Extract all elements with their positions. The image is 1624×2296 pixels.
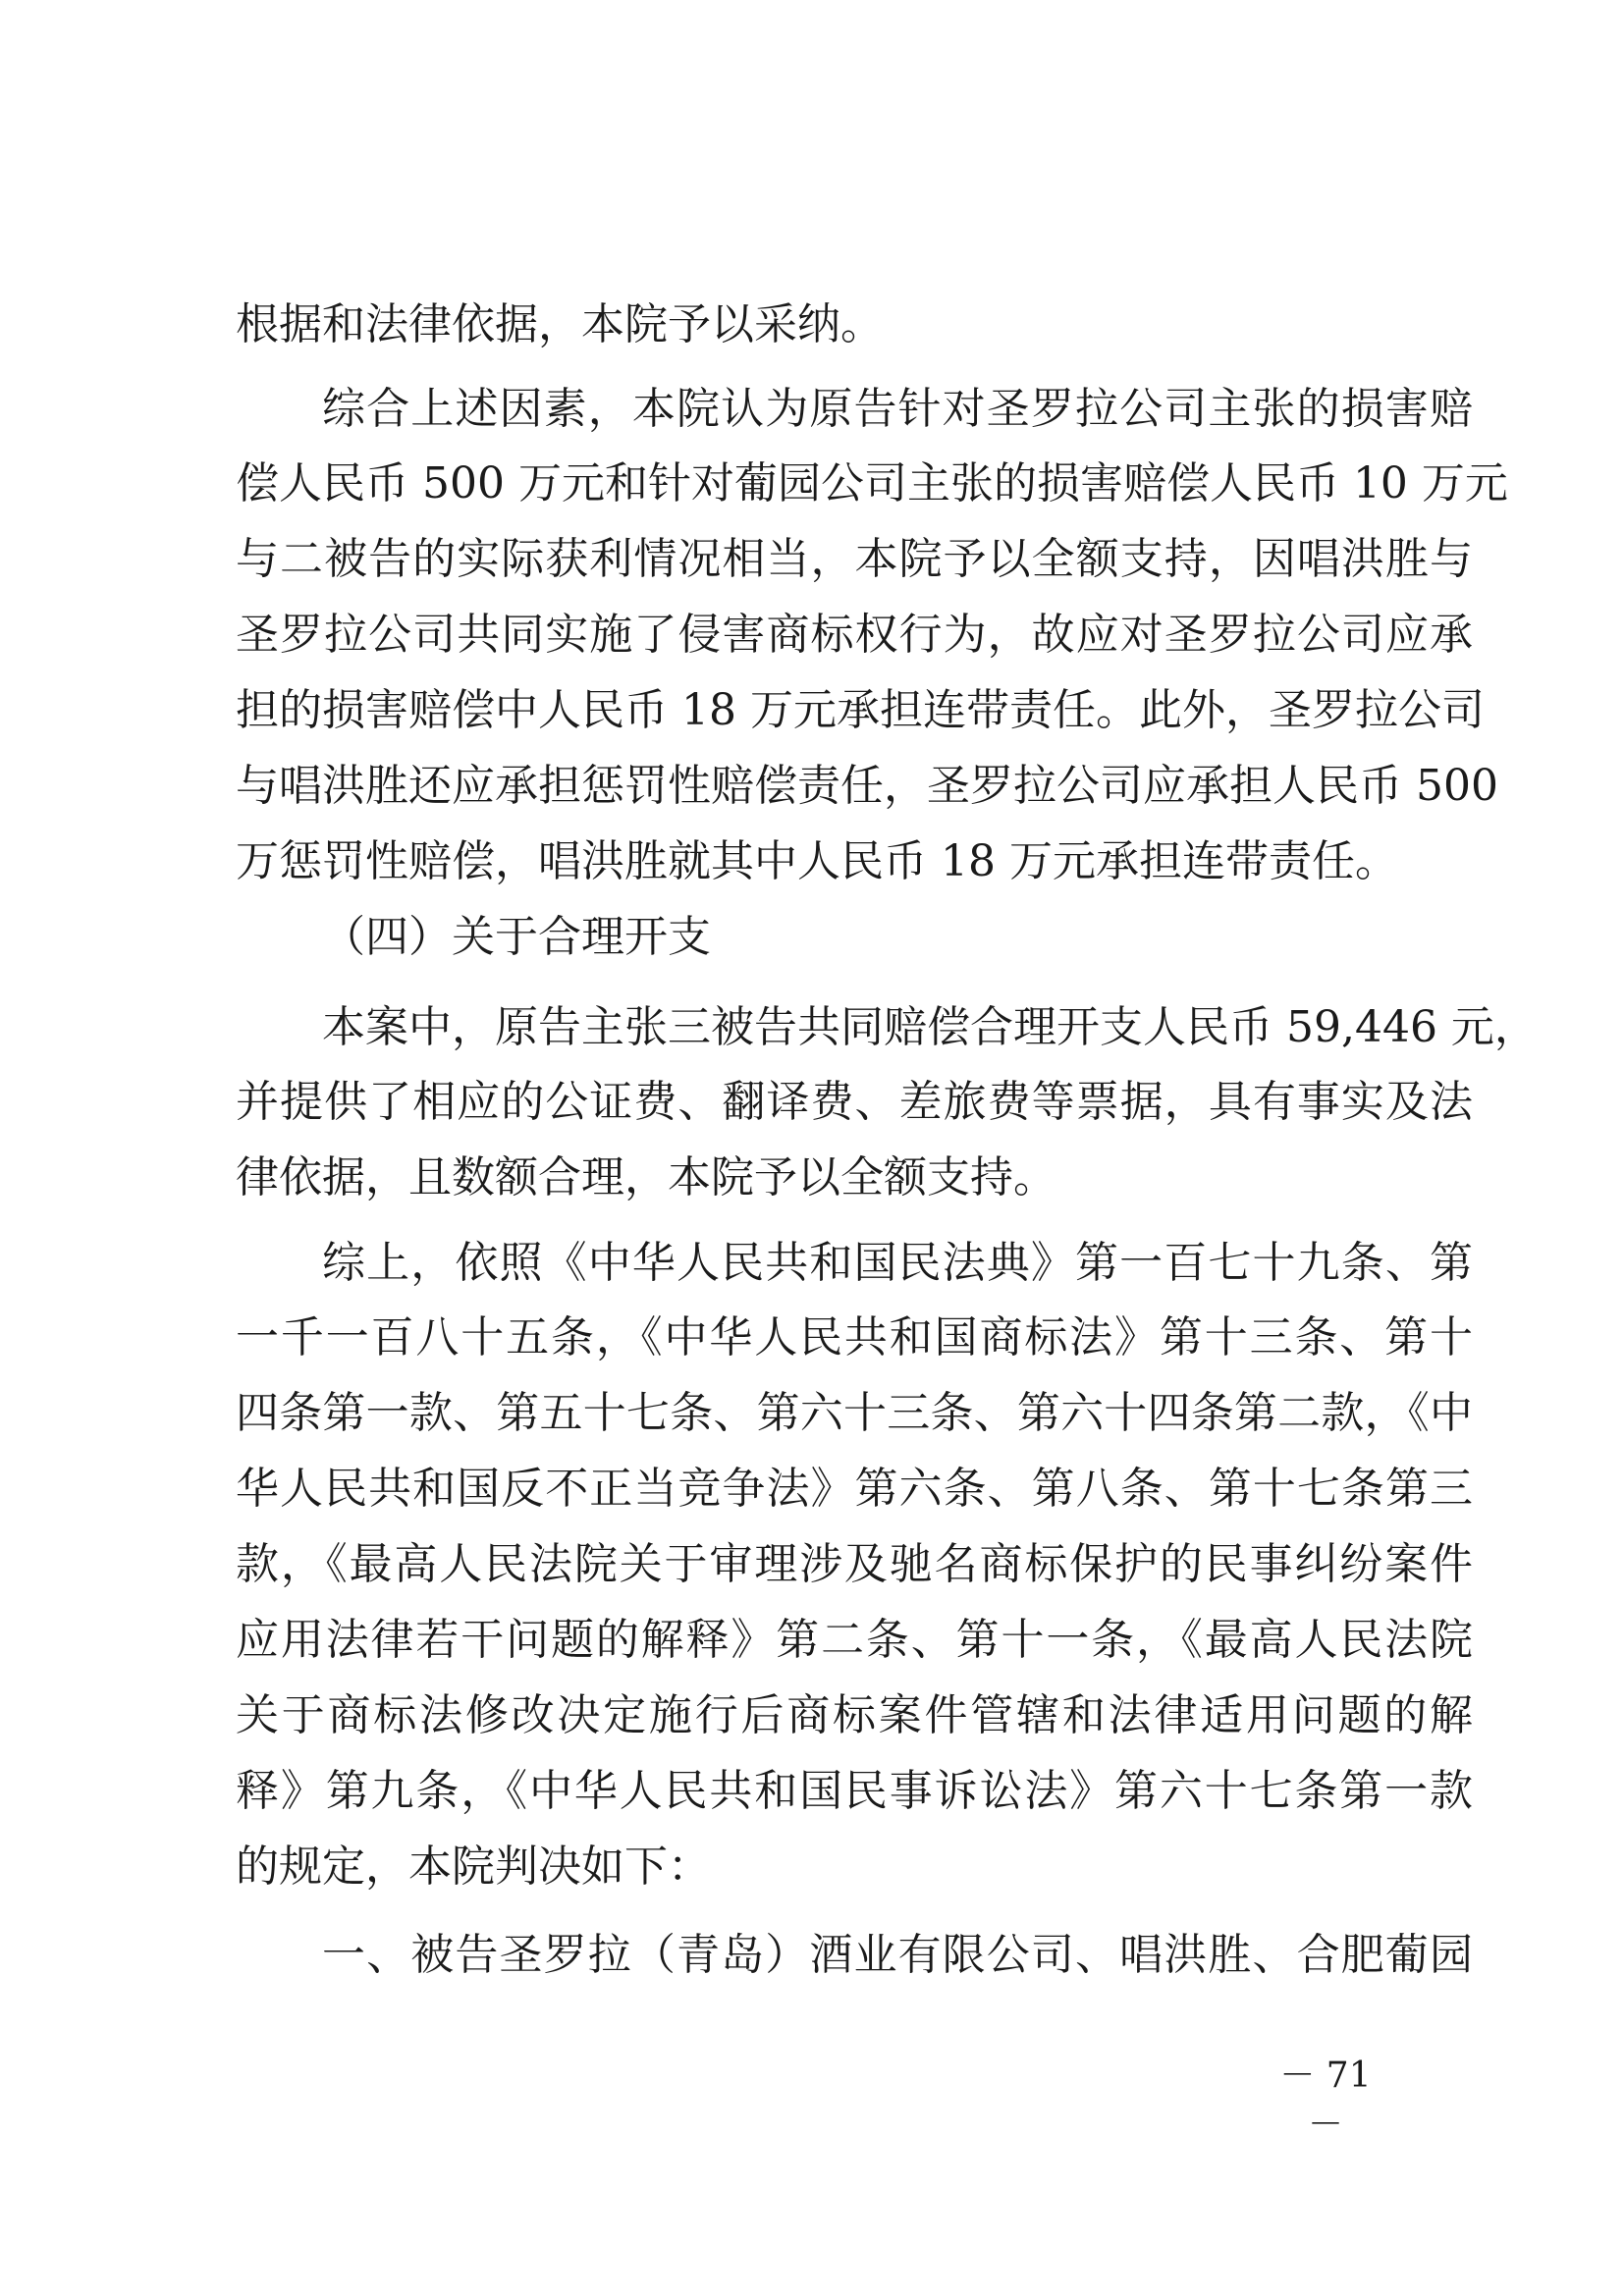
text-line: 根据和法律依据，本院予以采纳。 [236, 299, 884, 349]
text-line: 并提供了相应的公证费、翻译费、差旅费等票据，具有事实及法 [236, 1077, 1473, 1127]
text-line: 担的损害赔偿中人民币 18 万元承担连带责任。此外，圣罗拉公司 [236, 685, 1485, 735]
text-line: 圣罗拉公司共同实施了侵害商标权行为，故应对圣罗拉公司应承 [236, 610, 1473, 660]
text-line: 律依据，且数额合理，本院予以全额支持。 [236, 1152, 1056, 1202]
text-line: 华人民共和国反不正当竞争法》第六条、第八条、第十七条第三 [236, 1464, 1473, 1514]
text-line: 与唱洪胜还应承担惩罚性赔偿责任，圣罗拉公司应承担人民币 500 [236, 761, 1498, 811]
text-line: 关于商标法修改决定施行后商标案件管辖和法律适用问题的解 [236, 1690, 1473, 1740]
text-line: 与二被告的实际获利情况相当，本院予以全额支持，因唱洪胜与 [236, 534, 1473, 584]
text-line: 本案中，原告主张三被告共同赔偿合理开支人民币 59,446 元， [322, 1002, 1538, 1052]
page-number: － 71 － [1279, 2056, 1372, 2145]
text-line: 款，《最高人民法院关于审理涉及驰名商标保护的民事纠纷案件 [236, 1539, 1473, 1589]
text-line: 四条第一款、第五十七条、第六十三条、第六十四条第二款，《中 [236, 1388, 1473, 1438]
text-line: 的规定，本院判决如下： [236, 1842, 711, 1892]
section-heading: （四）关于合理开支 [322, 912, 711, 962]
text-line: 综上，依照《中华人民共和国民法典》第一百七十九条、第 [322, 1238, 1473, 1288]
text-line: 综合上述因素，本院认为原告针对圣罗拉公司主张的损害赔 [322, 384, 1473, 434]
text-line: 释》第九条，《中华人民共和国民事诉讼法》第六十七条第一款 [236, 1766, 1473, 1816]
text-line: 偿人民币 500 万元和针对葡园公司主张的损害赔偿人民币 10 万元 [236, 458, 1508, 508]
text-line: 一千一百八十五条，《中华人民共和国商标法》第十三条、第十 [236, 1312, 1473, 1362]
text-line: 应用法律若干问题的解释》第二条、第十一条，《最高人民法院 [236, 1615, 1473, 1665]
text-line: 万惩罚性赔偿，唱洪胜就其中人民币 18 万元承担连带责任。 [236, 836, 1398, 886]
text-line: 一、被告圣罗拉（青岛）酒业有限公司、唱洪胜、合肥葡园 [322, 1930, 1473, 1980]
